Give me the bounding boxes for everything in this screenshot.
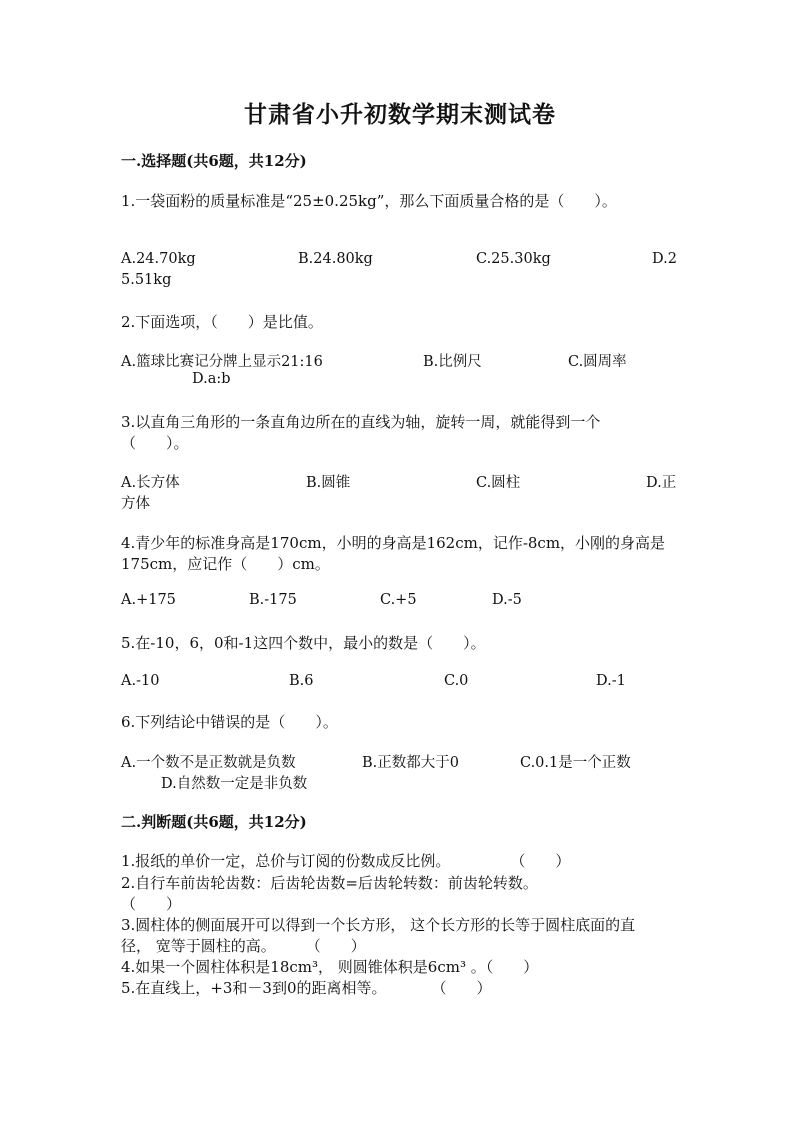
question-2-text: 2.下面选项，（ ）是比值。: [121, 313, 323, 331]
question-2-option-b: B.比例尺: [423, 354, 482, 370]
question-1-option-d: D.2: [652, 251, 677, 267]
question-4-option-a: A.+175: [121, 592, 176, 608]
question-1-option-c: C.25.30kg: [476, 251, 551, 267]
question-6-option-c: C.0.1是一个正数: [520, 755, 631, 771]
judgement-item-4: 4.如果一个圆柱体积是18cm³， 则圆锥体积是6cm³ 。（ ）: [121, 958, 539, 976]
question-3-option-d: D.正: [646, 475, 677, 491]
question-1-option-b: B.24.80kg: [298, 251, 373, 267]
judgement-item-5: 5.在直线上，+3和－3到0的距离相等。 （ ）: [121, 979, 492, 997]
question-4-option-c: C.+5: [380, 592, 417, 608]
question-5-option-d: D.-1: [596, 673, 626, 689]
judgement-item-1: 1.报纸的单价一定，总价与订阅的份数成反比例。 （ ）: [121, 852, 571, 870]
question-3-text-line-1: 3.以直角三角形的一条直角边所在的直线为轴，旋转一周，就能得到一个: [121, 413, 601, 431]
question-3-text-line-2: （ ）。: [121, 434, 189, 452]
question-6-text: 6.下列结论中错误的是（ ）。: [121, 713, 338, 731]
judgement-item-2: 2.自行车前齿轮齿数：后齿轮齿数=后齿轮转数：前齿轮转数。: [121, 874, 538, 892]
question-4-option-d: D.-5: [492, 592, 522, 608]
judgement-item-3-line-2: 径， 宽等于圆柱的高。 （ ）: [121, 937, 366, 955]
question-2-option-a: A.篮球比赛记分牌上显示21:16: [121, 354, 323, 370]
question-3-option-b: B.圆锥: [306, 475, 351, 491]
judgement-item-2-bracket: （ ）: [121, 895, 182, 913]
question-6-option-b: B.正数都大于0: [362, 755, 459, 771]
question-5-option-b: B.6: [289, 673, 314, 689]
question-2-option-c: C.圆周率: [568, 354, 627, 370]
question-3-option-d-continued: 方体: [121, 496, 150, 512]
question-6-option-a: A.一个数不是正数就是负数: [121, 755, 296, 771]
question-2-option-d: D.a:b: [192, 371, 231, 387]
question-6-option-d: D.自然数一定是非负数: [161, 776, 308, 792]
question-3-option-a: A.长方体: [121, 475, 180, 491]
question-1-text: 1.一袋面粉的质量标准是“25±0.25kg”，那么下面质量合格的是（ ）。: [121, 192, 617, 210]
section-heading-judgement: 二.判断题(共6题，共12分): [121, 813, 307, 831]
question-1-option-a: A.24.70kg: [121, 251, 196, 267]
page-title: 甘肃省小升初数学期末测试卷: [244, 101, 556, 128]
question-5-option-a: A.-10: [121, 673, 160, 689]
section-heading-choice: 一.选择题(共6题，共12分): [121, 152, 307, 170]
judgement-item-3-line-1: 3.圆柱体的侧面展开可以得到一个长方形， 这个长方形的长等于圆柱底面的直: [121, 916, 636, 934]
question-5-option-c: C.0: [444, 673, 469, 689]
question-4-text-line-1: 4.青少年的标准身高是170cm，小明的身高是162cm，记作-8cm，小刚的身高是: [121, 534, 666, 552]
question-5-text: 5.在-10，6，0和-1这四个数中，最小的数是（ ）。: [121, 634, 486, 652]
question-4-option-b: B.-175: [249, 592, 297, 608]
question-1-option-d-continued: 5.51kg: [121, 272, 172, 288]
question-3-option-c: C.圆柱: [476, 475, 521, 491]
question-4-text-line-2: 175cm，应记作（ ）cm。: [121, 555, 330, 573]
